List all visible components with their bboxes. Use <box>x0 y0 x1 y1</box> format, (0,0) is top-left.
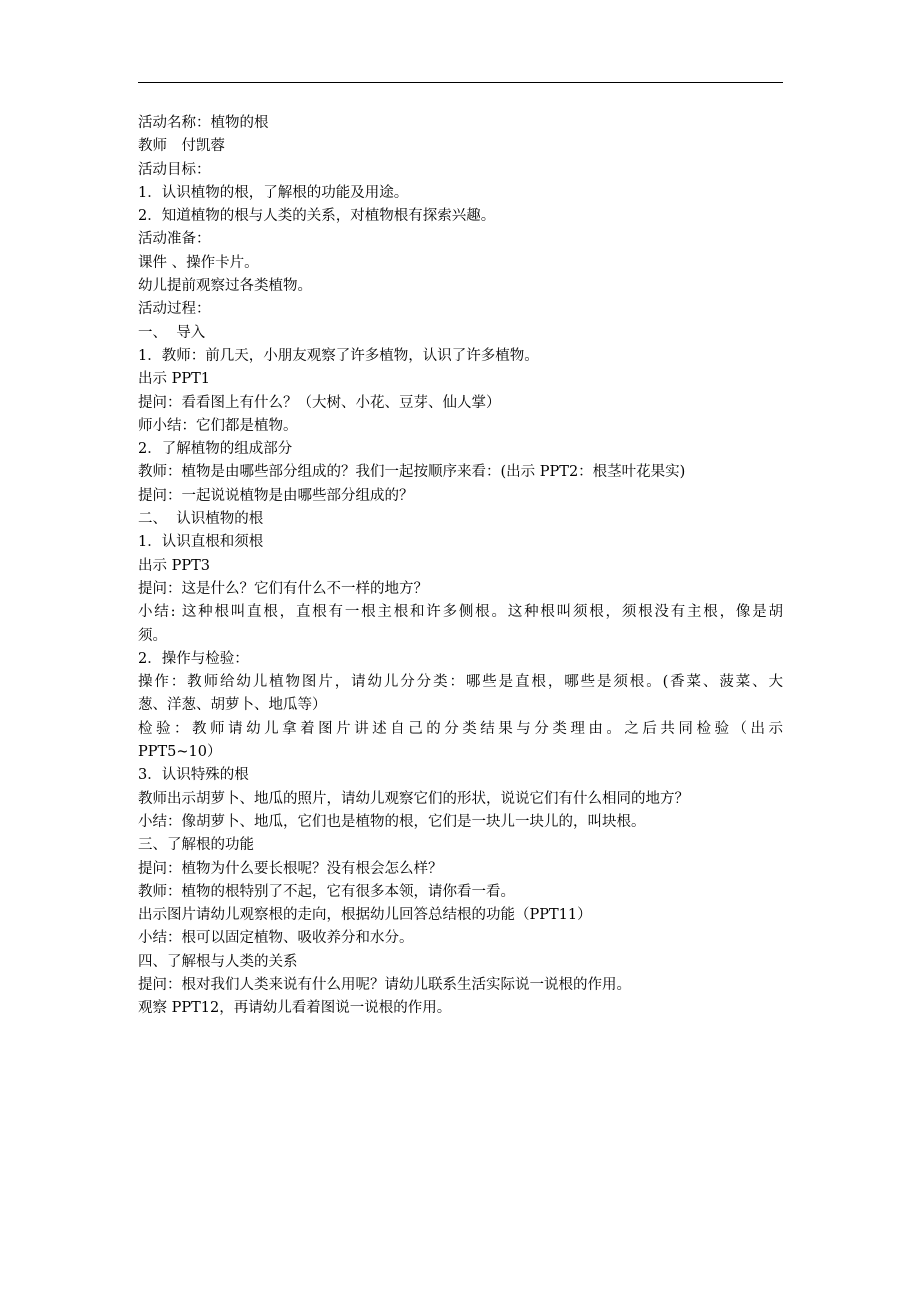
paragraph-line: PPT5~10） <box>138 744 222 761</box>
paragraph-line: 提问：看看图上有什么？（大树、小花、豆芽、仙人掌） <box>138 394 501 411</box>
paragraph-line: 小结：根可以固定植物、吸收养分和水分。 <box>138 930 414 947</box>
activity-title: 活动名称：植物的根 <box>138 115 269 131</box>
process-heading-humans: 四、了解根与人类的关系 <box>138 953 298 970</box>
paragraph-line: 出示 PPT1 <box>138 371 211 388</box>
goal-item: 2．知道植物的根与人类的关系，对植物根有探索兴趣。 <box>138 208 496 225</box>
paragraph-line: 观察 PPT12，再请幼儿看着图说一说根的作用。 <box>138 1000 452 1017</box>
paragraph-line: 出示图片请幼儿观察根的走向，根据幼儿回答总结根的功能（PPT11） <box>138 907 592 924</box>
paragraph-line: 教师：植物的根特别了不起，它有很多本领，请你看一看。 <box>138 883 515 900</box>
section-heading-preparation: 活动准备： <box>138 231 211 248</box>
paragraph-line: 1．认识直根和须根 <box>138 534 264 551</box>
paragraph-line: 小结：像胡萝卜、地瓜，它们也是植物的根，它们是一块儿一块儿的，叫块根。 <box>138 813 646 830</box>
paragraph-line: 须。 <box>138 627 167 644</box>
process-heading-roots: 二、 认识植物的根 <box>138 511 264 528</box>
paragraph-line: 提问：这是什么？它们有什么不一样的地方？ <box>138 580 428 597</box>
paragraph-line: 2．操作与检验： <box>138 650 249 667</box>
paragraph-line: 检验：教师请幼儿拿着图片讲述自己的分类结果与分类理由。之后共同检验（出示 <box>138 720 783 737</box>
section-heading-goals: 活动目标： <box>138 161 211 178</box>
paragraph-line: 3．认识特殊的根 <box>138 767 249 784</box>
paragraph-line: 提问：一起说说植物是由哪些部分组成的？ <box>138 487 414 504</box>
paragraph-line: 教师：植物是由哪些部分组成的？我们一起按顺序来看：(出示 PPT2：根茎叶花果实) <box>138 464 686 481</box>
preparation-item: 课件 、操作卡片。 <box>138 254 259 271</box>
paragraph-line: 1．教师：前几天，小朋友观察了许多植物，认识了许多植物。 <box>138 347 539 364</box>
header-rule <box>138 82 783 83</box>
process-heading-intro: 一、 导入 <box>138 324 206 341</box>
paragraph-line: 提问：根对我们人类来说有什么用呢？请幼儿联系生活实际说一说根的作用。 <box>138 976 631 993</box>
paragraph-line: 2．了解植物的组成部分 <box>138 441 293 458</box>
paragraph-line: 葱、洋葱、胡萝卜、地瓜等） <box>138 697 327 714</box>
teacher-name: 教师 付凯蓉 <box>138 138 225 155</box>
paragraph-line: 教师出示胡萝卜、地瓜的照片，请幼儿观察它们的形状，说说它们有什么相同的地方？ <box>138 790 689 807</box>
paragraph-line: 小结: 这种根叫直根，直根有一根主根和许多侧根。这种根叫须根，须根没有主根，像是胡 <box>138 604 783 621</box>
document-body <box>138 112 783 1021</box>
process-heading-functions: 三、了解根的功能 <box>138 837 254 854</box>
preparation-item: 幼儿提前观察过各类植物。 <box>138 278 312 295</box>
section-heading-process: 活动过程： <box>138 301 211 318</box>
paragraph-line: 操作：教师给幼儿植物图片，请幼儿分分类：哪些是直根，哪些是须根。(香菜、菠菜、大 <box>138 674 783 691</box>
paragraph-line: 出示 PPT3 <box>138 557 211 574</box>
goal-item: 1．认识植物的根，了解根的功能及用途。 <box>138 184 409 201</box>
paragraph-line: 师小结：它们都是植物。 <box>138 417 298 434</box>
paragraph-line: 提问：植物为什么要长根呢？没有根会怎么样？ <box>138 860 443 877</box>
